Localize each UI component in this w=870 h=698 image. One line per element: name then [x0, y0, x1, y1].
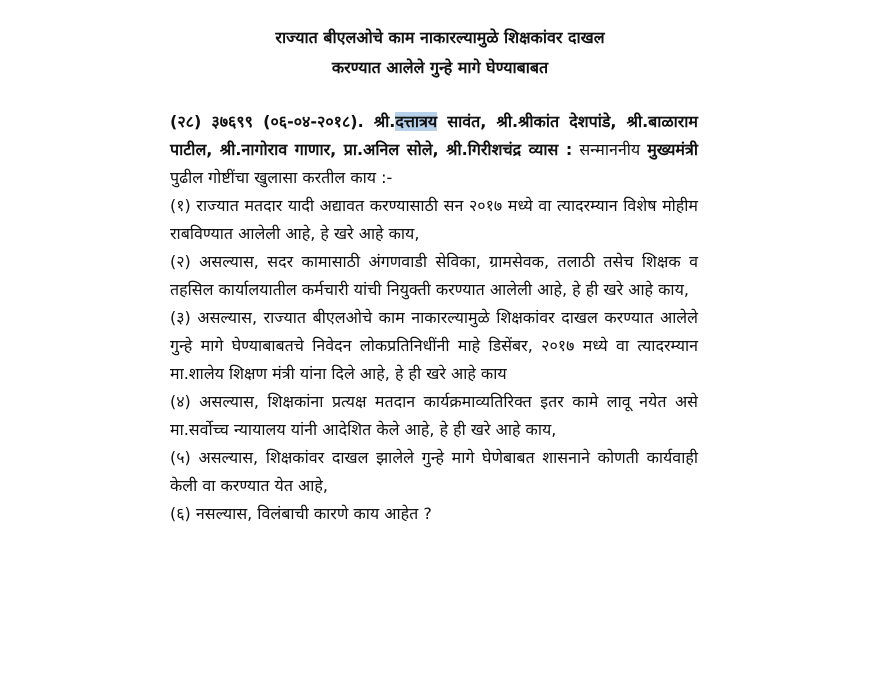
- question-lead-minister: मुख्यमंत्री: [647, 140, 698, 159]
- question-item-6: (६) नसल्यास, विलंबाची कारणे काय आहेत ?: [170, 504, 432, 523]
- document-title-line-2: करण्यात आलेले गुन्हे मागे घेण्याबाबत: [331, 58, 549, 77]
- question-header-prefix: (२८) ३७६९९ (०६-०४-२०१८). श्री.: [170, 112, 396, 131]
- question-item-5: (५) असल्यास, शिक्षकांवर दाखल झालेले गुन्हे मागे घेणेबाबत शासनाने कोणती कार्यवाही केली वा करण्यात येत आहे,: [170, 448, 698, 495]
- question-item-1: (१) राज्यात मतदार यादी अद्यावत करण्यासाठी सन २०१७ मध्ये वा त्यादरम्यान विशेष मोहीम राबविण्यात आलेली आहे, हे खरे आहे काय,: [170, 196, 698, 243]
- question-item-2: (२) असल्यास, सदर कामासाठी अंगणवाडी सेविका, ग्रामसेवक, तलाठी तसेच शिक्षक व तहसिल कार्यालयातील कर्मचारी यांची नियुक्ती करण्यात आलेली आहे, हे ही खरे आहे काय,: [170, 252, 698, 299]
- question-lead-text-1: सन्माननीय: [572, 140, 648, 159]
- question-body: [170, 108, 698, 528]
- question-item-3: (३) असल्यास, राज्यात बीएलओचे काम नाकारल्यामुळे शिक्षकांवर दाखल करण्यात आलेले गुन्हे मागे घेण्याबाबतचे निवेदन लोकप्रतिनिधींनी माहे डिसेंबर, २०१७ मध्ये वा त्यादरम्यान मा.शालेय शिक्षण मंत्री यांना दिले आहे, हे ही खरे आहे काय: [170, 308, 698, 383]
- question-header: [170, 108, 698, 192]
- question-item-4: (४) असल्यास, शिक्षकांना प्रत्यक्ष मतदान कार्यक्रमाव्यतिरिक्त इतर कामे लावू नयेत असे मा.सर्वोच्च न्यायालय यांनी आदेशित केले आहे, हे ही खरे आहे काय,: [170, 392, 698, 439]
- question-header-members: सावंत, श्री.श्रीकांत देशपांडे, श्री.बाळाराम पाटील, श्री.नागोराव गाणार, प्रा.अनिल सोले, श्री.गिरीशचंद्र व्यास :: [170, 112, 699, 159]
- document-title-line-1: राज्यात बीएलओचे काम नाकारल्यामुळे शिक्षकांवर दाखल: [275, 28, 605, 47]
- selected-text-highlight[interactable]: दत्तात्रय: [395, 112, 438, 131]
- question-lead-text-2: पुढील गोष्टींचा खुलासा करतील काय :-: [170, 168, 393, 187]
